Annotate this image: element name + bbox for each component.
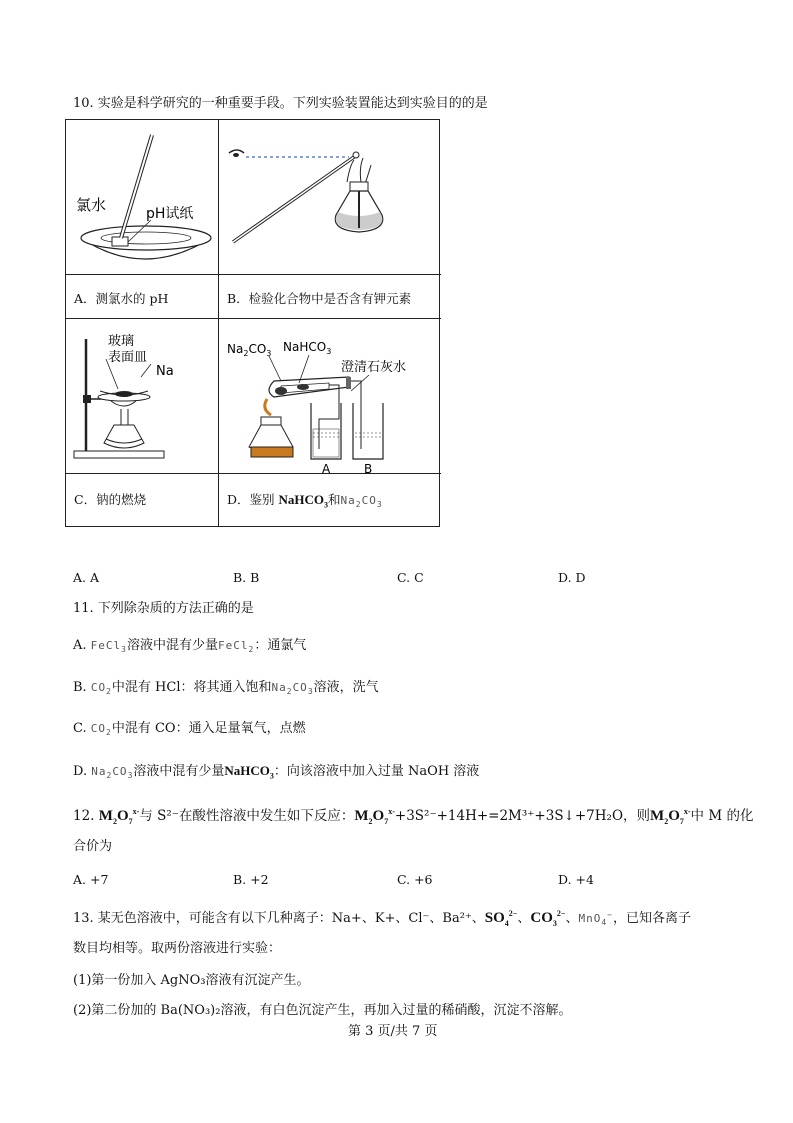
label-ph-paper: pH试纸 — [146, 206, 194, 222]
q12-stem: 12. $M_2O_7^{x-}$与 S²⁻在酸性溶液中发生如下反应：$M_2O_7^{x-}+3S^{2-}+14H+=2M^{3+}+3S↓+7H_2O$，则$M_2O_7^{x-}$中 M 的化 — [73, 807, 754, 826]
caption-d-prefix: D．鉴别 — [227, 492, 275, 507]
cell-b-figure — [219, 120, 441, 275]
q10-option-a[interactable]: A. A — [73, 570, 100, 585]
label-beaker-a: A — [322, 462, 331, 474]
q12-option-c[interactable]: C. +6 — [397, 872, 433, 887]
q12-option-d[interactable]: D. +4 — [558, 872, 594, 887]
q12-option-b[interactable]: B. +2 — [233, 872, 269, 887]
sodium-combustion-figure — [66, 319, 219, 474]
q11-stem: 11. 下列除杂质的方法正确的是 — [73, 601, 254, 616]
cell-c-figure — [66, 319, 219, 474]
q12-stem-line2: 合价为 — [73, 839, 113, 854]
caption-b: B．检验化合物中是否含有钾元素 — [227, 291, 412, 306]
cell-d-caption — [219, 474, 441, 526]
label-watch-glass: 表面皿 — [108, 350, 148, 365]
q12-option-a[interactable]: A. +7 — [73, 872, 109, 887]
caption-d: D．鉴别 NaHCO$_3$和$Na_2CO_3$ — [227, 492, 383, 510]
q10-option-c[interactable]: C. C — [397, 570, 424, 585]
chlorine-water-ph-figure — [66, 120, 219, 275]
cell-b-caption — [219, 275, 441, 319]
cell-c-caption — [66, 474, 219, 526]
label-glass: 玻璃 — [108, 334, 135, 349]
caption-c: C．钠的燃烧 — [74, 492, 147, 507]
q13-stem-line2: 数目均相等。取两份溶液进行实验： — [73, 941, 282, 956]
label-na2co3: $Na_2CO_3$ — [227, 342, 272, 358]
label-chlorine-water: 氯水 — [76, 196, 107, 214]
carbonate-identification-figure — [219, 319, 441, 474]
q13-stem: 13. 某无色溶液中，可能含有以下几种离子：Na+、K+、Cl⁻、Ba²⁺、$SO_4^{2-}$、$CO_3^{2-}$、MnO$_4$−，已知各离子 — [73, 909, 691, 928]
label-na: Na — [156, 364, 174, 379]
q11-option-a[interactable]: A. FeCl$_3$溶液中混有少量FeCl$_2$：通氯气 — [73, 638, 307, 655]
q10-stem: 10. 实验是科学研究的一种重要手段。下列实验装置能达到实验目的的是 — [73, 96, 488, 111]
label-nahco3: NaHCO$_3$ — [283, 340, 332, 356]
cell-a-figure — [66, 120, 219, 275]
q10-option-d[interactable]: D. D — [558, 570, 586, 585]
cell-d-figure — [219, 319, 441, 474]
q11-option-c[interactable]: C. $CO_2$中混有 CO：通入足量氧气，点燃 — [73, 721, 306, 738]
q13-step-1: (1)第一份加入 AgNO₃溶液有沉淀产生。 — [73, 973, 310, 988]
formula-na2co3: $Na_2CO_3$ — [340, 494, 383, 510]
q10-option-b[interactable]: B. B — [233, 570, 260, 585]
q13-step-2: (2)第二份加的 Ba(NO₃)₂溶液，有白色沉淀产生，再加入过量的稀硝酸，沉淀不溶解。 — [73, 1003, 572, 1018]
q10-apparatus-grid — [65, 119, 440, 527]
cell-a-caption — [66, 275, 219, 319]
q11-option-d[interactable]: D. $Na_2CO_3$溶液中混有少量NaHCO$_3$：向该溶液中加入过量 NaOH 溶液 — [73, 763, 480, 781]
label-limewater: 澄清石灰水 — [341, 360, 407, 375]
page-footer: 第 3 页/共 7 页 — [348, 1024, 438, 1039]
formula-nahco3: NaHCO$_3$ — [278, 492, 329, 510]
q11-option-b[interactable]: B. $CO_2$中混有 HCl：将其通入饱和$Na_2CO_3$溶液，洗气 — [73, 680, 379, 697]
flame-test-figure — [219, 120, 441, 275]
label-beaker-b: B — [364, 462, 373, 474]
caption-a: A．测氯水的 pH — [74, 291, 169, 306]
